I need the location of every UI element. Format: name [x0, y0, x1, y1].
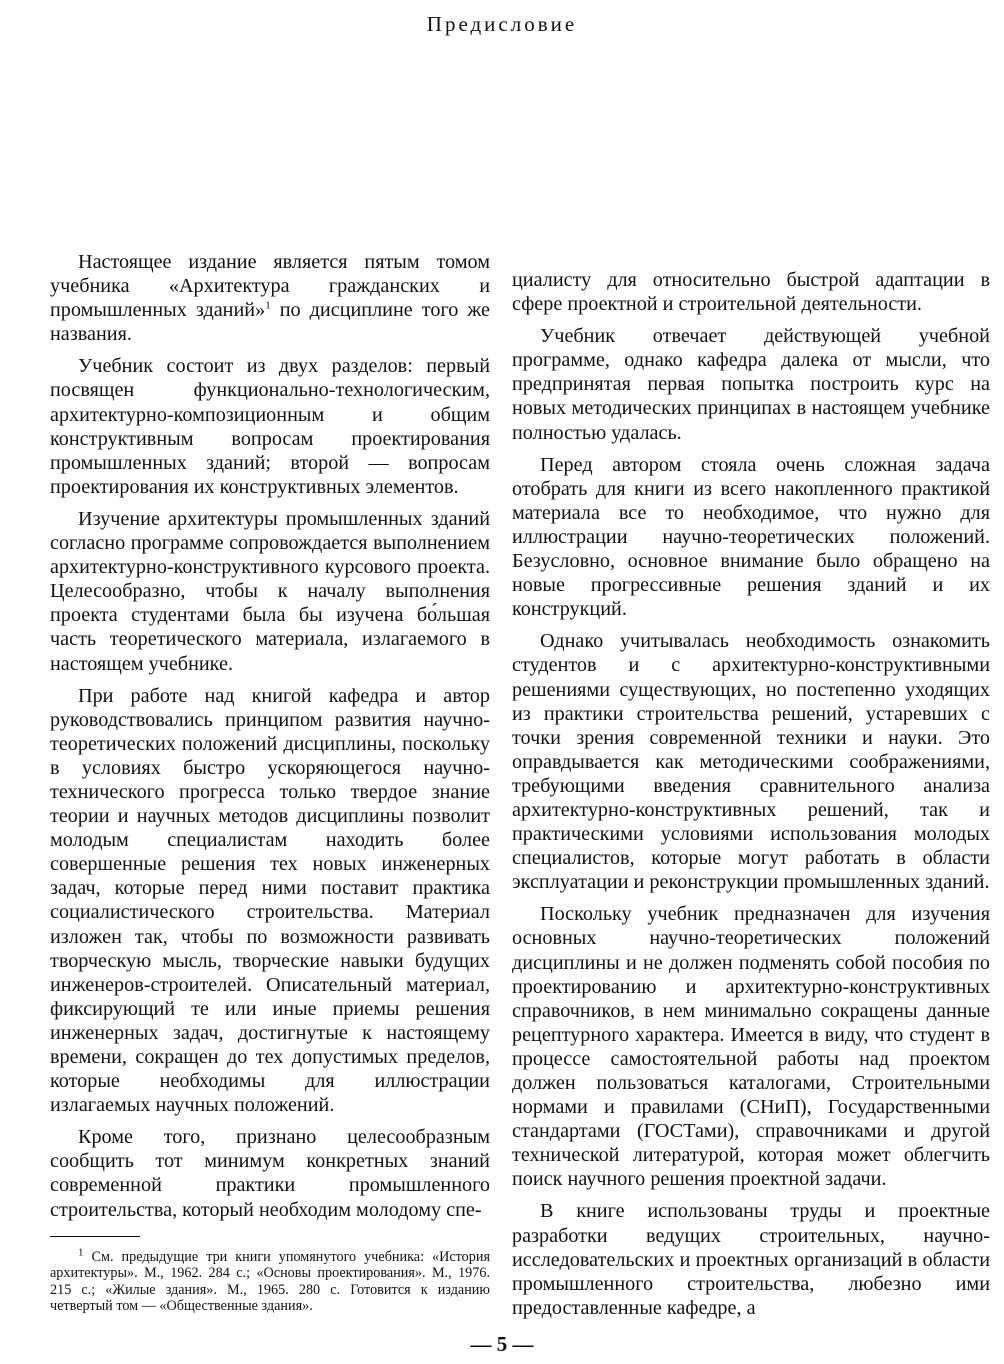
- paragraph: При работе над книгой кафедра и автор руководствовались принципом развития научно-теоретических положений дисциплины, поскольку в условиях быстро ускоряющегося научно-технического прогресса только твердое знание теории и научных методов дисциплины позволит молодым специалистам находить более совершенные решения тех новых инженерных задач, которые перед ними поставит практика социалистического строительства. Материал изложен так, чтобы по возможности развивать творческую мысль, творческие навыки будущих инженеров-строителей. Описательный материал, фиксирующий те или иные приемы решения инженерных задач, достигнутые к настоящему времени, сокращен до тех допустимых пределов, которые необходимы для иллюстрации излагаемых научных положений.: [50, 684, 490, 1117]
- paragraph: Однако учитывалась необходимость ознакомить студентов и с архитектурно-конструктивными решениями существующих, но постепенно уходящих из практики строительства решений, устаревших с точки зрения современной техники и науки. Это оправдывается как методическими соображениями, требующими введения сравнительного анализа архитектурно-конструктивных решений, так и практическими условиями использования молодых специалистов, которые могут работать в области эксплуатации и реконструкции промышленных зданий.: [512, 630, 990, 894]
- page-title: Предисловие: [426, 12, 578, 36]
- paragraph: Учебник состоит из двух разделов: первый посвящен функционально-технологическим, архитектурно-композиционным и общим конструктивным вопросам проектирования промышленных зданий; второй — вопросам проектирования их конструктивных элементов.: [50, 355, 490, 498]
- footnote-mark: 1: [78, 1245, 84, 1258]
- paragraph: Поскольку учебник предназначен для изучения основных научно-теоретических положений дисциплины и не должен подменять собой пособия по проектированию и архитектурно-конструктивных справочников, в нем минимально сокращены данные рецептурного характера. Имеется в виду, что студент в процессе самостоятельной работы над проектом должен пользоваться каталогами, Строительными нормами и правилами (СНиП), Государственными стандартами (ГОСТами), справочниками и другой технической литературой, которая может облегчить поиск научного решения проектной задачи.: [512, 903, 990, 1191]
- paragraph: В книге использованы труды и проектные разработки ведущих строительных, научно-исследовательских и проектных организаций в области промышленного строительства, любезно ими предоставленные кафедре, а: [512, 1200, 990, 1319]
- paragraph: Учебник отвечает действующей учебной программе, однако кафедра далека от мысли, что предпринятая первая попытка построить курс на новых методических принципах в настоящем учебнике полностью удалась.: [512, 325, 990, 444]
- page-number: — 5 —: [470, 1332, 534, 1356]
- right-column: [512, 268, 990, 1328]
- left-column: [50, 250, 490, 1323]
- paragraph: Перед автором стояла очень сложная задача отобрать для книги из всего накопленного практикой материала все то необходимое, что нужно для иллюстрации научно-теоретических положений. Безусловно, основное внимание было обращено на новые прогрессивные решения зданий и их конструкций.: [512, 453, 990, 621]
- paragraph: Кроме того, признано целесообразным сообщить тот минимум конкретных знаний современной практики промышленного строительства, который необходим молодому спе-: [50, 1126, 490, 1221]
- footnote-reference: 1: [265, 299, 271, 312]
- footnote-divider: [50, 1236, 140, 1237]
- paragraph: Изучение архитектуры промышленных зданий согласно программе сопровождается выполнением архитектурно-конструктивного курсового проекта. Целесообразно, чтобы к началу выполнения проекта студентами была бы изучена бо́льшая часть теоретического материала, излагаемого в настоящем учебнике.: [50, 507, 490, 675]
- paragraph: циалисту для относительно быстрой адаптации в сфере проектной и строительной деятельности.: [512, 269, 990, 316]
- footnote: $^1$ См. предыдущие три книги упомянутого учебника: «История архитектуры». М., 1962. 284 с.; «Основы проектирования». М., 1976. 215 с.; «Жилые здания». М., 1965. 280 с. Готовится к изданию четвертый том — «Общественные здания».: [50, 1245, 490, 1315]
- paragraph: Настоящее издание является пятым томом учебника «Архитектура гражданских и промышленных зданий»$^1$ по дисциплине того же названия.: [50, 251, 490, 346]
